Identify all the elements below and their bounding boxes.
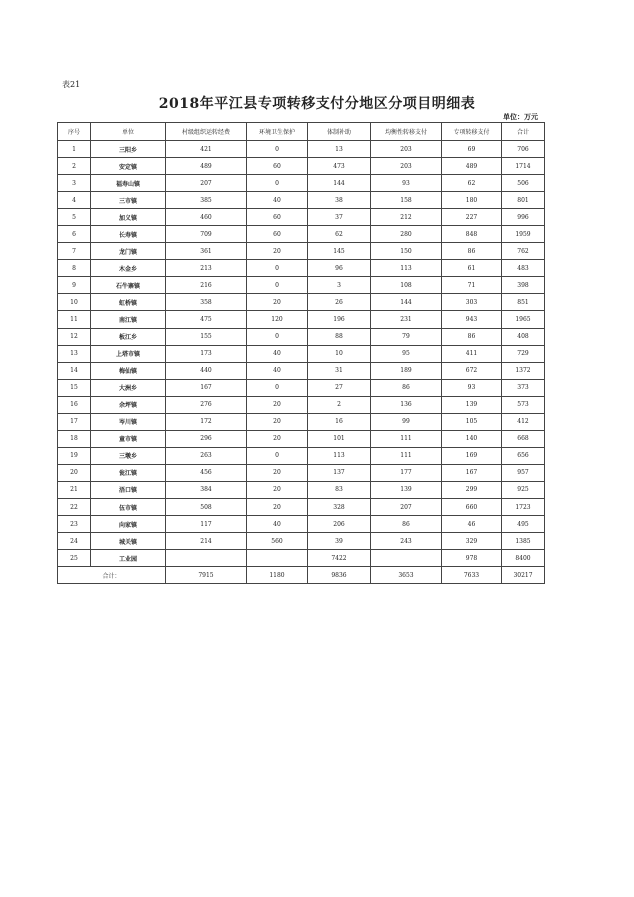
cell-total: 706 [502,141,545,158]
cell-sanitation: 20 [247,481,308,498]
cell-sanitation: 60 [247,158,308,175]
total-system-subsidy: 9836 [308,567,371,584]
row-number: 21 [58,481,91,498]
cell-total: 412 [502,413,545,430]
cell-total: 506 [502,175,545,192]
table-row [58,209,545,226]
table-row [58,243,545,260]
table-row [58,464,545,481]
cell-total: 656 [502,447,545,464]
table-row [58,481,545,498]
cell-system-subsidy: 206 [308,516,371,533]
row-number: 9 [58,277,91,294]
table-row [58,277,545,294]
table-row [58,158,545,175]
cell-sanitation: 0 [247,175,308,192]
cell-sanitation [247,550,308,567]
row-unit-name: 安定镇 [91,158,166,175]
row-number: 18 [58,430,91,447]
total-sanitation: 1180 [247,567,308,584]
cell-equalization: 139 [371,481,442,498]
cell-system-subsidy: 144 [308,175,371,192]
cell-equalization: 231 [371,311,442,328]
cell-village-funds: 385 [166,192,247,209]
cell-equalization: 243 [371,533,442,550]
row-unit-name: 木金乡 [91,260,166,277]
cell-system-subsidy: 16 [308,413,371,430]
row-number: 5 [58,209,91,226]
row-number: 12 [58,328,91,345]
table-row [58,396,545,413]
cell-equalization: 189 [371,362,442,379]
cell-total: 8400 [502,550,545,567]
cell-equalization: 136 [371,396,442,413]
col-header-equalization: 均衡性转移支付 [371,123,442,141]
table-row [58,175,545,192]
table-row [58,516,545,533]
col-header-system-subsidy: 体制补助 [308,123,371,141]
cell-special-transfer: 329 [442,533,502,550]
cell-total: 573 [502,396,545,413]
cell-equalization: 207 [371,498,442,515]
cell-special-transfer: 411 [442,345,502,362]
cell-total: 495 [502,516,545,533]
table-row [58,447,545,464]
cell-system-subsidy: 83 [308,481,371,498]
col-header-special-transfer: 专项转移支付 [442,123,502,141]
cell-equalization: 113 [371,260,442,277]
cell-system-subsidy: 37 [308,209,371,226]
cell-total: 1385 [502,533,545,550]
cell-sanitation: 0 [247,277,308,294]
cell-total: 1714 [502,158,545,175]
table-row [58,328,545,345]
cell-system-subsidy: 113 [308,447,371,464]
row-unit-name: 三阳乡 [91,141,166,158]
cell-equalization: 79 [371,328,442,345]
row-unit-name: 伍市镇 [91,498,166,515]
row-number: 23 [58,516,91,533]
cell-sanitation: 20 [247,294,308,311]
detail-table [57,122,545,584]
cell-equalization: 203 [371,158,442,175]
row-number: 24 [58,533,91,550]
cell-equalization: 158 [371,192,442,209]
cell-special-transfer: 69 [442,141,502,158]
cell-village-funds: 213 [166,260,247,277]
table-row [58,192,545,209]
cell-sanitation: 0 [247,379,308,396]
row-unit-name: 大洲乡 [91,379,166,396]
row-unit-name: 向家镇 [91,516,166,533]
table-row [58,379,545,396]
row-unit-name: 童市镇 [91,430,166,447]
cell-sanitation: 560 [247,533,308,550]
cell-total: 1723 [502,498,545,515]
cell-sanitation: 0 [247,141,308,158]
cell-equalization: 86 [371,516,442,533]
row-number: 11 [58,311,91,328]
cell-system-subsidy: 3 [308,277,371,294]
cell-equalization: 144 [371,294,442,311]
row-unit-name: 梅仙镇 [91,362,166,379]
cell-system-subsidy: 13 [308,141,371,158]
table-row [58,345,545,362]
cell-total: 483 [502,260,545,277]
cell-sanitation: 20 [247,464,308,481]
row-number: 20 [58,464,91,481]
table-row [58,362,545,379]
total-equalization: 3653 [371,567,442,584]
cell-sanitation: 20 [247,413,308,430]
unit-label: 单位：万元 [503,112,538,121]
row-number: 16 [58,396,91,413]
cell-village-funds: 384 [166,481,247,498]
row-unit-name: 福寿山镇 [91,175,166,192]
total-village-funds: 7915 [166,567,247,584]
cell-sanitation: 0 [247,260,308,277]
row-number: 17 [58,413,91,430]
row-number: 8 [58,260,91,277]
col-header-total: 合计 [502,123,545,141]
cell-village-funds: 475 [166,311,247,328]
row-number: 1 [58,141,91,158]
cell-special-transfer: 227 [442,209,502,226]
cell-equalization: 150 [371,243,442,260]
cell-equalization: 177 [371,464,442,481]
cell-system-subsidy: 27 [308,379,371,396]
row-unit-name: 长寿镇 [91,226,166,243]
total-row [58,567,545,584]
cell-village-funds: 358 [166,294,247,311]
cell-total: 762 [502,243,545,260]
row-unit-name: 三市镇 [91,192,166,209]
cell-special-transfer: 46 [442,516,502,533]
table-row [58,311,545,328]
cell-system-subsidy: 88 [308,328,371,345]
cell-equalization: 212 [371,209,442,226]
cell-village-funds: 207 [166,175,247,192]
table-number: 表21 [62,80,81,89]
cell-equalization: 111 [371,447,442,464]
cell-village-funds [166,550,247,567]
row-number: 15 [58,379,91,396]
row-unit-name: 石牛寨镇 [91,277,166,294]
cell-total: 1959 [502,226,545,243]
row-number: 14 [58,362,91,379]
cell-village-funds: 296 [166,430,247,447]
cell-special-transfer: 139 [442,396,502,413]
cell-total: 729 [502,345,545,362]
total-label: 合计： [58,567,166,584]
cell-system-subsidy: 31 [308,362,371,379]
cell-village-funds: 361 [166,243,247,260]
cell-equalization: 99 [371,413,442,430]
cell-equalization: 111 [371,430,442,447]
row-unit-name: 瓮江镇 [91,464,166,481]
cell-special-transfer: 71 [442,277,502,294]
cell-total: 851 [502,294,545,311]
cell-special-transfer: 978 [442,550,502,567]
row-number: 2 [58,158,91,175]
cell-village-funds: 456 [166,464,247,481]
cell-system-subsidy: 145 [308,243,371,260]
cell-village-funds: 421 [166,141,247,158]
cell-sanitation: 20 [247,498,308,515]
cell-village-funds: 155 [166,328,247,345]
table-row [58,430,545,447]
cell-sanitation: 20 [247,430,308,447]
col-header-unit: 单位 [91,123,166,141]
cell-sanitation: 40 [247,345,308,362]
row-unit-name: 城关镇 [91,533,166,550]
cell-village-funds: 508 [166,498,247,515]
row-unit-name: 龙门镇 [91,243,166,260]
cell-equalization: 95 [371,345,442,362]
row-unit-name: 余坪镇 [91,396,166,413]
row-unit-name: 板江乡 [91,328,166,345]
cell-system-subsidy: 96 [308,260,371,277]
cell-sanitation: 0 [247,447,308,464]
row-unit-name: 虹桥镇 [91,294,166,311]
row-number: 25 [58,550,91,567]
cell-special-transfer: 848 [442,226,502,243]
cell-equalization [371,550,442,567]
cell-total: 373 [502,379,545,396]
cell-village-funds: 276 [166,396,247,413]
table-row [58,260,545,277]
row-number: 19 [58,447,91,464]
cell-village-funds: 214 [166,533,247,550]
cell-special-transfer: 93 [442,379,502,396]
cell-total: 996 [502,209,545,226]
cell-village-funds: 263 [166,447,247,464]
cell-system-subsidy: 473 [308,158,371,175]
cell-system-subsidy: 7422 [308,550,371,567]
row-unit-name: 加义镇 [91,209,166,226]
cell-special-transfer: 169 [442,447,502,464]
row-unit-name: 上塔市镇 [91,345,166,362]
col-header-sanitation: 环境卫生保护 [247,123,308,141]
cell-equalization: 108 [371,277,442,294]
cell-special-transfer: 672 [442,362,502,379]
row-number: 6 [58,226,91,243]
cell-equalization: 86 [371,379,442,396]
cell-village-funds: 460 [166,209,247,226]
cell-total: 925 [502,481,545,498]
cell-total: 1372 [502,362,545,379]
cell-total: 398 [502,277,545,294]
cell-system-subsidy: 2 [308,396,371,413]
cell-system-subsidy: 39 [308,533,371,550]
cell-sanitation: 40 [247,516,308,533]
table-row [58,141,545,158]
table-row [58,498,545,515]
row-number: 22 [58,498,91,515]
cell-equalization: 280 [371,226,442,243]
cell-sanitation: 60 [247,226,308,243]
cell-special-transfer: 167 [442,464,502,481]
cell-special-transfer: 86 [442,243,502,260]
col-header-no: 序号 [58,123,91,141]
cell-total: 957 [502,464,545,481]
cell-sanitation: 20 [247,396,308,413]
col-header-village-funds: 村级组织运转经费 [166,123,247,141]
cell-sanitation: 40 [247,362,308,379]
row-unit-name: 南江镇 [91,311,166,328]
row-unit-name: 工业园 [91,550,166,567]
cell-special-transfer: 86 [442,328,502,345]
cell-system-subsidy: 328 [308,498,371,515]
row-unit-name: 浯口镇 [91,481,166,498]
cell-total: 668 [502,430,545,447]
row-number: 4 [58,192,91,209]
cell-village-funds: 489 [166,158,247,175]
cell-system-subsidy: 101 [308,430,371,447]
page-title: 2018年平江县专项转移支付分地区分项目明细表 [158,96,476,112]
row-number: 7 [58,243,91,260]
header-row [58,123,545,141]
cell-village-funds: 167 [166,379,247,396]
table-row [58,294,545,311]
cell-village-funds: 173 [166,345,247,362]
cell-special-transfer: 303 [442,294,502,311]
cell-system-subsidy: 38 [308,192,371,209]
cell-sanitation: 20 [247,243,308,260]
row-number: 3 [58,175,91,192]
cell-equalization: 203 [371,141,442,158]
total-grand: 30217 [502,567,545,584]
cell-special-transfer: 62 [442,175,502,192]
cell-special-transfer: 299 [442,481,502,498]
cell-special-transfer: 943 [442,311,502,328]
cell-special-transfer: 489 [442,158,502,175]
cell-system-subsidy: 26 [308,294,371,311]
total-special-transfer: 7633 [442,567,502,584]
cell-special-transfer: 140 [442,430,502,447]
cell-system-subsidy: 196 [308,311,371,328]
table-row [58,533,545,550]
row-number: 13 [58,345,91,362]
cell-village-funds: 117 [166,516,247,533]
cell-sanitation: 60 [247,209,308,226]
cell-system-subsidy: 137 [308,464,371,481]
cell-system-subsidy: 62 [308,226,371,243]
cell-special-transfer: 180 [442,192,502,209]
cell-village-funds: 172 [166,413,247,430]
table-row [58,550,545,567]
cell-total: 801 [502,192,545,209]
row-unit-name: 三墩乡 [91,447,166,464]
row-unit-name: 岑川镇 [91,413,166,430]
cell-special-transfer: 660 [442,498,502,515]
cell-special-transfer: 105 [442,413,502,430]
cell-total: 1965 [502,311,545,328]
cell-sanitation: 0 [247,328,308,345]
table-row [58,413,545,430]
cell-village-funds: 709 [166,226,247,243]
row-number: 10 [58,294,91,311]
cell-total: 408 [502,328,545,345]
cell-equalization: 93 [371,175,442,192]
cell-sanitation: 120 [247,311,308,328]
table-row [58,226,545,243]
cell-village-funds: 216 [166,277,247,294]
cell-special-transfer: 61 [442,260,502,277]
cell-village-funds: 440 [166,362,247,379]
cell-system-subsidy: 10 [308,345,371,362]
cell-sanitation: 40 [247,192,308,209]
